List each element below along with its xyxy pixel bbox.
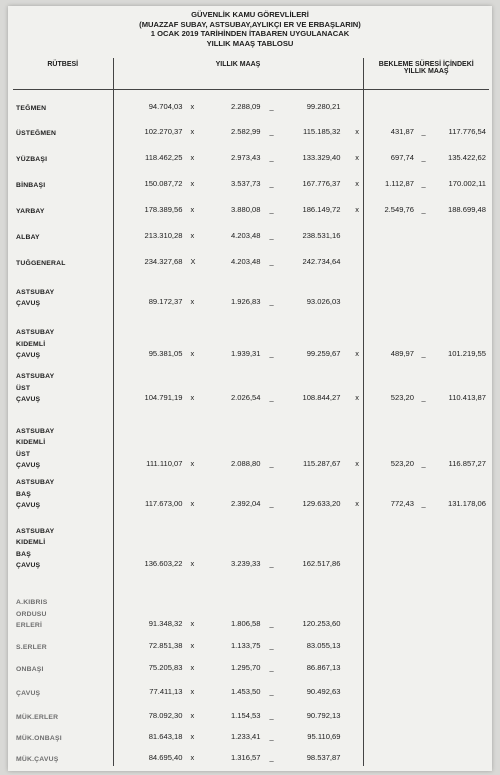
table-row bbox=[13, 572, 489, 632]
multiply-sign: x bbox=[355, 126, 359, 136]
multiply-sign: x bbox=[190, 640, 195, 650]
base-amount: 111.110,07 bbox=[146, 458, 183, 468]
total-amount: 108.844,27 bbox=[302, 392, 341, 402]
rank-label-line: ÜST bbox=[16, 450, 31, 458]
rank-cell bbox=[13, 632, 113, 654]
waiting-salary-cell bbox=[363, 218, 489, 244]
multiply-sign: x bbox=[355, 498, 359, 508]
rank-label-line: ASTSUBAY bbox=[16, 527, 55, 535]
waiting-salary-cell bbox=[355, 166, 489, 192]
rank-label-line: ORDUSU bbox=[16, 610, 47, 618]
waiting-salary-cell bbox=[363, 676, 489, 700]
waiting-total-amount: 135.422,62 bbox=[447, 152, 486, 162]
waiting-total-amount: 116.857,27 bbox=[448, 458, 486, 468]
total-amount: 238.531,16 bbox=[302, 230, 341, 240]
total-amount: 129.633,20 bbox=[302, 498, 341, 508]
base-amount: 94.704,03 bbox=[148, 101, 183, 111]
total-amount: 99.259,67 bbox=[306, 348, 341, 358]
equals-sign: _ bbox=[269, 498, 274, 508]
increment-amount: 1.453,50 bbox=[230, 686, 261, 696]
annual-salary-cell bbox=[113, 270, 363, 310]
rank-cell bbox=[13, 362, 113, 406]
increment-amount: 1.939,31 bbox=[230, 348, 261, 358]
rank-label-line: YARBAY bbox=[16, 208, 45, 215]
increment-amount: 1.154,53 bbox=[230, 710, 261, 720]
title-line-2: (MUAZZAF SUBAY, ASTSUBAY,AYLIKÇI ER VE ERBAŞLARIN) bbox=[139, 19, 361, 29]
equals-sign: _ bbox=[269, 348, 274, 358]
annual-salary-cell bbox=[113, 140, 363, 166]
waiting-increment-amount: 523,20 bbox=[390, 458, 414, 468]
equals-sign: _ bbox=[269, 178, 274, 188]
equals-sign: _ bbox=[421, 348, 426, 358]
base-amount: 136.603,22 bbox=[144, 558, 183, 568]
rank-label-line: ÇAVUŞ bbox=[16, 690, 41, 697]
rank-label-line: ÇAVUŞ bbox=[16, 352, 41, 359]
rank-label-line: ÜSTEĞMEN bbox=[16, 130, 57, 137]
total-amount: 90.792,13 bbox=[306, 710, 341, 720]
equals-sign: _ bbox=[421, 458, 426, 468]
waiting-increment-amount: 523,20 bbox=[390, 392, 414, 402]
equals-sign: _ bbox=[269, 752, 274, 762]
table-row bbox=[13, 745, 489, 766]
table-row bbox=[13, 676, 489, 700]
rank-cell bbox=[13, 700, 113, 724]
total-amount: 90.492,63 bbox=[306, 686, 341, 696]
multiply-sign: x bbox=[190, 618, 195, 628]
multiply-sign: x bbox=[355, 178, 359, 188]
increment-amount: 3.880,08 bbox=[230, 204, 261, 214]
equals-sign: _ bbox=[421, 152, 426, 162]
rank-cell bbox=[13, 724, 113, 745]
table-row bbox=[13, 724, 489, 745]
rank-cell bbox=[13, 270, 113, 310]
increment-amount: 3.239,33 bbox=[230, 558, 261, 568]
rank-label-line: TUĞGENERAL bbox=[16, 260, 66, 267]
rank-cell bbox=[13, 90, 113, 115]
table-row bbox=[13, 654, 489, 676]
base-amount: 91.348,32 bbox=[148, 618, 183, 628]
header-waiting-line-1: BEKLEME SÜRESİ İÇİNDEKİ bbox=[378, 61, 474, 68]
multiply-sign: x bbox=[190, 710, 195, 720]
rank-label-line: MÜK.ÇAVUŞ bbox=[16, 756, 59, 763]
rank-cell bbox=[13, 218, 113, 244]
equals-sign: _ bbox=[269, 392, 274, 402]
title-line-3: 1 OCAK 2019 TARİHİNDEN İTABAREN UYGULANACAK bbox=[150, 29, 350, 39]
header-annual-salary: YILLIK MAAŞ bbox=[113, 58, 363, 90]
annual-salary-cell bbox=[113, 90, 363, 115]
waiting-increment-amount: 1.112,87 bbox=[385, 178, 414, 188]
waiting-salary-cell bbox=[363, 654, 489, 676]
waiting-salary-cell bbox=[355, 140, 489, 166]
waiting-increment-amount: 697,74 bbox=[390, 152, 414, 162]
table-row bbox=[13, 218, 489, 244]
table-header-row bbox=[13, 58, 489, 90]
total-amount: 186.149,72 bbox=[302, 204, 341, 214]
rank-cell bbox=[13, 115, 113, 140]
equals-sign: _ bbox=[421, 178, 426, 188]
total-amount: 98.537,87 bbox=[306, 752, 341, 762]
rank-label-line: ASTSUBAY bbox=[16, 479, 55, 486]
total-amount: 99.280,21 bbox=[306, 101, 341, 111]
rank-label-line: TEĞMEN bbox=[16, 105, 47, 112]
annual-salary-cell bbox=[113, 654, 363, 676]
equals-sign: _ bbox=[269, 731, 274, 741]
table-row bbox=[13, 166, 489, 192]
multiply-sign: x bbox=[190, 230, 195, 240]
rank-label-line: KIDEMLİ bbox=[16, 439, 46, 446]
increment-amount: 1.133,75 bbox=[230, 640, 261, 650]
annual-salary-cell bbox=[113, 362, 363, 406]
table-row bbox=[13, 310, 489, 362]
table-row bbox=[13, 472, 489, 512]
multiply-sign: x bbox=[190, 152, 195, 162]
annual-salary-cell bbox=[113, 115, 363, 140]
equals-sign: _ bbox=[269, 458, 274, 468]
table-row bbox=[13, 115, 489, 140]
waiting-total-amount: 101.219,55 bbox=[447, 348, 486, 358]
base-amount: 81.643,18 bbox=[148, 731, 183, 741]
waiting-total-amount: 170.002,11 bbox=[448, 178, 486, 188]
rank-cell bbox=[13, 572, 113, 632]
rank-label-line: ÇAVUŞ bbox=[16, 300, 41, 307]
multiply-sign: x bbox=[355, 204, 359, 214]
equals-sign: _ bbox=[269, 256, 274, 266]
base-amount: 77.411,13 bbox=[149, 686, 183, 696]
rank-cell bbox=[13, 406, 113, 472]
header-waiting-line-2: YILLIK MAAŞ bbox=[403, 68, 449, 75]
equals-sign: _ bbox=[421, 204, 426, 214]
table-row bbox=[13, 700, 489, 724]
waiting-salary-cell bbox=[363, 572, 489, 632]
total-amount: 133.329,40 bbox=[302, 152, 341, 162]
rank-label-line: BAŞ bbox=[16, 550, 31, 558]
waiting-salary-cell bbox=[363, 90, 489, 115]
rank-cell bbox=[13, 140, 113, 166]
rank-label-line: KIDEMLİ bbox=[16, 539, 46, 546]
rank-label-line: BAŞ bbox=[16, 490, 31, 498]
table-row bbox=[13, 192, 489, 218]
table-row bbox=[13, 406, 489, 472]
waiting-increment-amount: 772,43 bbox=[390, 498, 414, 508]
increment-amount: 1.926,83 bbox=[230, 296, 261, 306]
base-amount: 102.270,37 bbox=[144, 126, 183, 136]
rank-cell bbox=[13, 654, 113, 676]
table-row bbox=[13, 140, 489, 166]
base-amount: 150.087,72 bbox=[144, 178, 183, 188]
annual-salary-cell bbox=[113, 406, 363, 472]
waiting-salary-cell bbox=[363, 745, 489, 766]
rank-label-line: ASTSUBAY bbox=[16, 373, 55, 380]
increment-amount: 1.316,57 bbox=[230, 752, 261, 762]
equals-sign: _ bbox=[269, 710, 274, 720]
annual-salary-cell bbox=[113, 572, 363, 632]
multiply-sign: x bbox=[190, 498, 195, 508]
total-amount: 93.026,03 bbox=[306, 296, 341, 306]
rank-label-line: ÇAVUŞ bbox=[16, 396, 41, 403]
total-amount: 115.185,32 bbox=[303, 126, 341, 136]
waiting-increment-amount: 431,87 bbox=[390, 126, 414, 136]
rank-cell bbox=[13, 472, 113, 512]
multiply-sign: x bbox=[190, 126, 195, 136]
salary-table bbox=[13, 58, 489, 766]
waiting-total-amount: 131.178,06 bbox=[447, 498, 486, 508]
base-amount: 118.462,25 bbox=[145, 152, 183, 162]
waiting-increment-amount: 2.549,76 bbox=[384, 204, 414, 214]
base-amount: 84.695,40 bbox=[148, 752, 183, 762]
increment-amount: 1.233,41 bbox=[230, 731, 261, 741]
rank-label-line: ASTSUBAY bbox=[16, 329, 55, 336]
rank-cell bbox=[13, 166, 113, 192]
base-amount: 78.092,30 bbox=[148, 710, 183, 720]
base-amount: 72.851,38 bbox=[148, 640, 183, 650]
equals-sign: _ bbox=[269, 686, 274, 696]
total-amount: 115.287,67 bbox=[303, 458, 341, 468]
base-amount: 95.381,05 bbox=[148, 348, 183, 358]
table-body bbox=[13, 90, 489, 766]
rank-label-line: BİNBAŞI bbox=[16, 182, 46, 189]
base-amount: 75.205,83 bbox=[148, 662, 183, 672]
multiply-sign: x bbox=[190, 178, 195, 188]
rank-label-line: ONBAŞI bbox=[16, 666, 44, 673]
total-amount: 162.517,86 bbox=[302, 558, 341, 568]
increment-amount: 4.203,48 bbox=[230, 256, 261, 266]
multiply-sign: x bbox=[355, 152, 359, 162]
header-waiting-salary bbox=[363, 58, 489, 90]
total-amount: 167.776,37 bbox=[302, 178, 341, 188]
multiply-sign: X bbox=[190, 256, 196, 266]
multiply-sign: x bbox=[190, 101, 195, 111]
annual-salary-cell bbox=[113, 472, 363, 512]
multiply-sign: x bbox=[190, 348, 195, 358]
annual-salary-cell bbox=[113, 512, 363, 572]
annual-salary-cell bbox=[113, 700, 363, 724]
table-row bbox=[13, 270, 489, 310]
annual-salary-cell bbox=[113, 310, 363, 362]
base-amount: 89.172,37 bbox=[148, 296, 183, 306]
table-row bbox=[13, 90, 489, 115]
multiply-sign: x bbox=[190, 686, 195, 696]
equals-sign: _ bbox=[269, 126, 274, 136]
waiting-total-amount: 110.413,87 bbox=[448, 392, 486, 402]
waiting-salary-cell bbox=[363, 270, 489, 310]
increment-amount: 2.973,43 bbox=[230, 152, 261, 162]
multiply-sign: x bbox=[190, 204, 195, 214]
document-page bbox=[8, 6, 492, 771]
increment-amount: 1.806,58 bbox=[230, 618, 261, 628]
increment-amount: 2.392,04 bbox=[230, 498, 261, 508]
annual-salary-cell bbox=[113, 244, 363, 270]
rank-label-line: A.KIBRIS bbox=[16, 599, 48, 606]
annual-salary-cell bbox=[113, 724, 363, 745]
rank-label-line: ASTSUBAY bbox=[16, 288, 55, 296]
rank-label-line: ÇAVUŞ bbox=[16, 562, 41, 569]
table-row bbox=[13, 362, 489, 406]
table-row bbox=[13, 512, 489, 572]
annual-salary-cell bbox=[113, 676, 363, 700]
increment-amount: 1.295,70 bbox=[230, 662, 261, 672]
rank-label-line: ÇAVUŞ bbox=[16, 502, 41, 509]
table-row bbox=[13, 244, 489, 270]
total-amount: 86.867,13 bbox=[306, 662, 341, 672]
title-line-4: YILLIK MAAŞ TABLOSU bbox=[206, 38, 294, 48]
waiting-salary-cell bbox=[355, 472, 489, 512]
equals-sign: _ bbox=[269, 204, 274, 214]
rank-label-line: KIDEMLİ bbox=[16, 340, 46, 348]
equals-sign: _ bbox=[269, 558, 274, 568]
waiting-salary-cell bbox=[363, 632, 489, 654]
table-row bbox=[13, 632, 489, 654]
multiply-sign: x bbox=[190, 392, 195, 402]
rank-label-line: ÜST bbox=[16, 384, 31, 392]
rank-label-line: ÇAVUŞ bbox=[16, 462, 41, 469]
rank-cell bbox=[13, 745, 113, 766]
total-amount: 95.110,69 bbox=[307, 731, 341, 741]
multiply-sign: x bbox=[190, 662, 195, 672]
increment-amount: 2.088,80 bbox=[230, 458, 261, 468]
equals-sign: _ bbox=[269, 152, 274, 162]
total-amount: 120.253,60 bbox=[302, 618, 341, 628]
equals-sign: _ bbox=[269, 230, 274, 240]
equals-sign: _ bbox=[421, 126, 426, 136]
equals-sign: _ bbox=[269, 296, 274, 306]
multiply-sign: x bbox=[355, 348, 359, 358]
annual-salary-cell bbox=[113, 218, 363, 244]
total-amount: 242.734,64 bbox=[302, 256, 341, 266]
rank-label-line: S.ERLER bbox=[16, 644, 47, 651]
waiting-salary-cell bbox=[355, 310, 489, 362]
rank-cell bbox=[13, 244, 113, 270]
annual-salary-cell bbox=[113, 745, 363, 766]
rank-label-line: MÜK.ONBAŞI bbox=[16, 735, 62, 742]
annual-salary-cell bbox=[113, 632, 363, 654]
base-amount: 178.389,56 bbox=[144, 204, 183, 214]
multiply-sign: x bbox=[190, 296, 195, 306]
base-amount: 117.673,00 bbox=[145, 498, 183, 508]
increment-amount: 2.582,99 bbox=[230, 126, 261, 136]
waiting-salary-cell bbox=[363, 724, 489, 745]
rank-label-line: MÜK.ERLER bbox=[16, 714, 59, 721]
waiting-increment-amount: 489,97 bbox=[390, 348, 414, 358]
waiting-salary-cell bbox=[355, 192, 489, 218]
annual-salary-cell bbox=[113, 166, 363, 192]
waiting-salary-cell bbox=[355, 406, 489, 472]
waiting-salary-cell bbox=[363, 512, 489, 572]
rank-label-line: ERLERİ bbox=[16, 622, 43, 629]
rank-cell bbox=[13, 310, 113, 362]
waiting-salary-cell bbox=[355, 362, 489, 406]
rank-cell bbox=[13, 512, 113, 572]
waiting-total-amount: 117.776,54 bbox=[448, 126, 486, 136]
rank-cell bbox=[13, 676, 113, 700]
multiply-sign: x bbox=[355, 392, 359, 402]
rank-label-line: ALBAY bbox=[16, 234, 40, 241]
waiting-salary-cell bbox=[363, 700, 489, 724]
waiting-total-amount: 188.699,48 bbox=[447, 204, 486, 214]
waiting-salary-cell bbox=[355, 115, 489, 140]
multiply-sign: x bbox=[190, 752, 195, 762]
header-rank: RÜTBESİ bbox=[13, 58, 113, 90]
multiply-sign: x bbox=[190, 731, 195, 741]
waiting-salary-cell bbox=[363, 244, 489, 270]
equals-sign: _ bbox=[269, 662, 274, 672]
equals-sign: _ bbox=[269, 640, 274, 650]
increment-amount: 2.288,09 bbox=[230, 101, 261, 111]
base-amount: 104.791,19 bbox=[144, 392, 183, 402]
rank-label-line: ASTSUBAY bbox=[16, 427, 55, 435]
multiply-sign: x bbox=[355, 458, 359, 468]
total-amount: 83.055,13 bbox=[306, 640, 341, 650]
rank-cell bbox=[13, 192, 113, 218]
base-amount: 234.327,68 bbox=[144, 256, 183, 266]
base-amount: 213.310,28 bbox=[144, 230, 183, 240]
equals-sign: _ bbox=[269, 618, 274, 628]
multiply-sign: x bbox=[190, 558, 195, 568]
title-line-1: GÜVENLİK KAMU GÖREVLİLERİ bbox=[191, 10, 309, 19]
equals-sign: _ bbox=[269, 101, 274, 111]
annual-salary-cell bbox=[113, 192, 363, 218]
document-title bbox=[8, 10, 492, 48]
equals-sign: _ bbox=[421, 498, 426, 508]
equals-sign: _ bbox=[421, 392, 426, 402]
rank-label-line: YÜZBAŞI bbox=[16, 156, 48, 163]
multiply-sign: x bbox=[190, 458, 195, 468]
increment-amount: 4.203,48 bbox=[230, 230, 261, 240]
increment-amount: 3.537,73 bbox=[230, 178, 261, 188]
increment-amount: 2.026,54 bbox=[230, 392, 261, 402]
